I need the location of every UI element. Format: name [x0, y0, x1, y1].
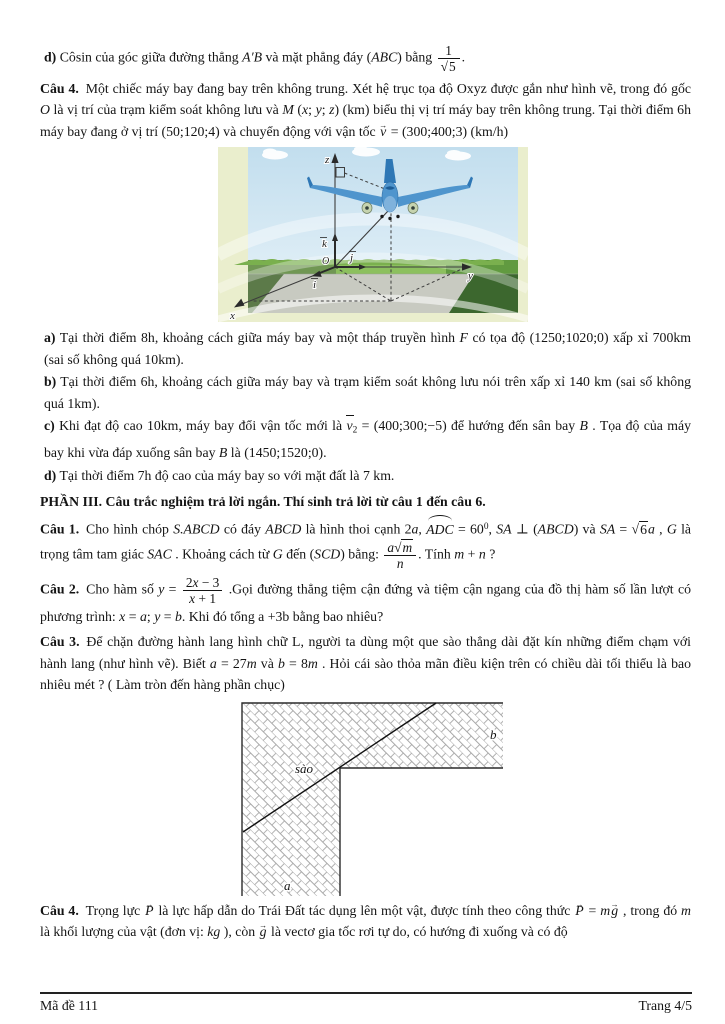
z-axis-label: z — [325, 154, 330, 167]
fraction — [438, 43, 460, 74]
math-var: a — [139, 608, 147, 624]
width-b-label: b — [490, 726, 497, 742]
bold-text: Câu 1. — [40, 521, 80, 537]
math-var: M — [282, 102, 294, 118]
math-var: ABCD — [265, 521, 302, 537]
statement-d-prev-question: d) Côsin của góc giữa đường thẳng A′B và mặt phẳng đáy (ABC) bằng $\frac{1}{√5}$ . — [44, 43, 466, 74]
math-var: SA — [599, 521, 616, 537]
width-a-label: a — [284, 877, 291, 893]
math-var: m — [307, 655, 318, 671]
hallway-figure — [240, 700, 505, 896]
subscript: 2 — [352, 425, 358, 436]
nose — [384, 196, 396, 212]
numerator — [384, 540, 416, 556]
page-footer — [40, 992, 692, 1014]
math-var: m — [681, 902, 691, 918]
statement-b: b) Tại thời điểm 6h, khoảng cách giữa máy bay và trạm kiểm soát không lưu nói trên xấp xỉ 140 km (sai số không quá 1km). — [44, 374, 691, 411]
statement-a: a) Tại thời điểm 8h, khoảng cách giữa máy bay và một tháp truyền hình F có tọa độ (1250;1020;0) xấp xỉ 700km (sai số không quá 10km). — [44, 330, 691, 367]
square-root: √m — [394, 540, 413, 555]
math-var: SAC — [147, 546, 172, 562]
vector-symbol: → P — [575, 900, 583, 922]
bold-text: d) — [44, 49, 57, 65]
pole-label: sào — [295, 760, 314, 776]
numerator: 2x − 3 — [183, 575, 223, 591]
math-var: y — [158, 581, 165, 597]
math-var: m — [402, 540, 413, 555]
numerator: 1 — [438, 43, 460, 59]
math-var: SA — [496, 521, 512, 537]
math-var: b — [277, 655, 285, 671]
exam-code: Mã đề 111 — [40, 998, 98, 1013]
math-var: a — [209, 655, 217, 671]
math-var: kg — [207, 924, 221, 940]
phan-iii-heading — [40, 491, 691, 513]
bold-text: Câu 4. — [40, 80, 79, 96]
math-var: B — [218, 445, 228, 461]
math-var: m — [454, 546, 465, 562]
math-var: x — [119, 608, 126, 624]
math-var: y — [315, 102, 322, 118]
math-var: ABC — [371, 49, 398, 65]
vector-symbol: → P — [145, 900, 153, 922]
fraction — [183, 575, 223, 606]
math-var: n — [396, 555, 404, 571]
math-var: a — [647, 521, 655, 537]
denominator — [438, 59, 460, 74]
left-engine-hub — [365, 207, 369, 211]
math-var: x — [302, 102, 309, 118]
vector-symbol: → g — [260, 921, 267, 943]
math-var: x — [189, 590, 196, 606]
math-var: b — [175, 608, 182, 624]
bold-text: d) — [44, 467, 57, 483]
denominator — [384, 556, 416, 571]
hatched-corridor-region — [242, 703, 503, 896]
math-var: G — [272, 546, 283, 562]
right-engine-hub — [411, 207, 415, 211]
math-var: B — [579, 418, 588, 434]
statement-d: d) Tại thời điểm 7h độ cao của máy bay so với mặt đất là 7 km. — [44, 467, 395, 483]
math-var: ABCD — [537, 521, 574, 537]
cau2-question: Câu 2. Cho hàm số y = $\frac{2x - 3}{x + 1}$ .Gọi đường thẳng tiệm cận đứng và tiệm cận ngang của đồ thị hàm số lần lượt có phương trình: x = a; y = b. Khi đó tổng a +3b bằng bao nhiêu? — [40, 574, 691, 624]
cau1-question: Câu 1. Cho hình chóp S.ABCD có đáy ABCD là hình thoi cạnh 2a, ADC = $60^0$, SA ⊥ (ABCD) và SA = √6a , G là trọng tâm tam giác SAC . Khoảng cách từ G đến (SCD) bằng: $\frac{a√m}{n}$ . Tính m + n ? — [40, 517, 691, 571]
math-var: z — [329, 102, 335, 118]
bold-text: b) — [44, 374, 57, 390]
math-var: y — [154, 608, 161, 624]
paragraphs-top — [40, 43, 691, 142]
landing-gear — [396, 215, 399, 218]
math-var: SCD — [314, 546, 341, 562]
bold-text: c) — [44, 418, 55, 434]
radicand: 5 — [448, 58, 456, 74]
denominator: x + 1 — [189, 590, 217, 606]
superscript: 0 — [483, 521, 489, 532]
bold-text: Câu 2. — [40, 581, 80, 597]
bold-text: Câu 4. — [40, 902, 79, 918]
cau4-airplane-intro: Câu 4. Một chiếc máy bay đang bay trên không trung. Xét hệ trục tọa độ Oxyz được gắn như hình vẽ, trong đó gốc O là vị trí của trạm kiểm soát không lưu và M (x; y; z) (km) biểu thị vị trí máy bay trên không trung. Tại thời điểm 6h máy bay đang ở vị trí (50;120;4) và chuyển động với vận tốc → v = (300;400;3) (km/h) — [40, 78, 691, 143]
math-var: F — [459, 330, 468, 346]
math-var: G — [666, 521, 677, 537]
math-var: x — [192, 574, 199, 590]
math-var: O — [40, 102, 50, 118]
math-var: S.ABCD — [173, 521, 220, 537]
vector-symbol: → g — [611, 900, 618, 922]
y-axis-label: y — [468, 270, 473, 283]
k-vector-label: k — [322, 238, 327, 251]
radicand: 6 — [640, 521, 647, 537]
i-vector-label: i — [313, 279, 317, 292]
landing-gear — [380, 215, 383, 218]
fraction — [384, 540, 416, 571]
angle-hat-symbol: ADC — [426, 519, 454, 541]
cau4-gravity-question: Câu 4. Trọng lực → P là lực hấp dẫn do Trái Đất tác dụng lên một vật, được tính theo công thức → P = m→ g , trong đó m là khối lượng của vật (đơn vị: kg ), còn → g là vectơ gia tốc rơi tự do, có hướng đi xuống và có độ — [40, 900, 691, 943]
bold-text: PHẦN III. Câu trắc nghiệm trả lời ngắn. Thí sinh trả lời từ câu 1 đến câu 6. — [40, 494, 486, 510]
math-var: A′B — [242, 49, 263, 65]
j-vector-label: j — [350, 252, 354, 265]
math-var: m — [600, 902, 611, 918]
page-number: Trang 4/5 — [638, 998, 692, 1013]
math-var: a — [411, 521, 419, 537]
vector-symbol: → v — [380, 121, 386, 143]
cau3-question: Câu 3. Để chặn đường hành lang hình chữ L, người ta dùng một que sào thẳng dài đặt kín những điểm chạm với hành lang (như hình vẽ). Biết a = 27m và b = 8m . Hỏi cái sào thỏa mãn điều kiện trên có chiều dài tối thiểu là bao nhiêu mét ? ( Làm tròn đến hàng phần chục) — [40, 634, 691, 693]
square-root: √5 — [440, 58, 456, 74]
math-var: n — [478, 546, 486, 562]
radicand — [401, 539, 413, 555]
paragraphs-bottom — [40, 900, 691, 943]
bold-text: a) — [44, 330, 56, 346]
x-axis-label: x — [230, 310, 235, 323]
airplane-coordinate-figure — [218, 147, 528, 322]
paragraphs-mid — [40, 327, 691, 695]
square-root: √6 — [631, 521, 647, 537]
landing-gear — [388, 217, 391, 220]
statement-c: c) Khi đạt độ cao 10km, máy bay đổi vận tốc mới là $v_2$ = (400;300;−5) để hướng đến sân bay B . Tọa độ của máy bay khi vừa đáp xuống sân bay B là (1450;1520;0). — [40, 415, 691, 463]
bold-text: Câu 3. — [40, 634, 80, 650]
math-var: m — [246, 655, 257, 671]
origin-label: O — [322, 256, 330, 268]
math-var: a — [387, 540, 395, 555]
inner-wall-lines — [340, 768, 503, 896]
overline-symbol: v — [346, 415, 352, 437]
